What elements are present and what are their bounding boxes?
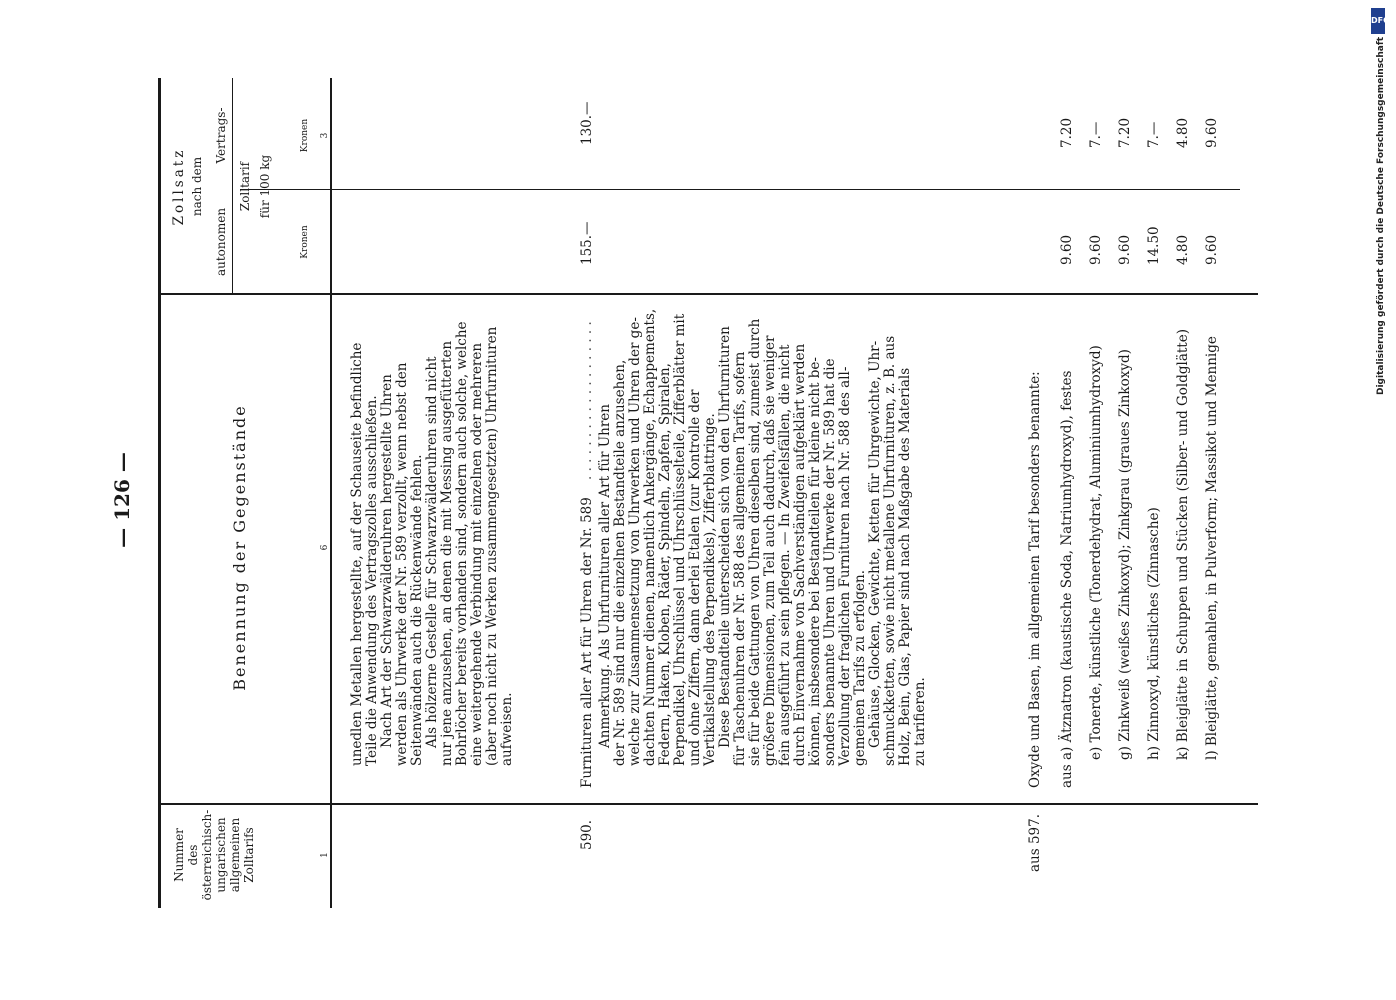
text-line: gemeinen Tarifs zu erfolgen. — [852, 569, 868, 766]
text-line: nur jene anzusehen, an denen die mit Messing ausgefütterten — [439, 340, 455, 766]
per-100kg-label: für 100 kg — [258, 154, 272, 219]
row-autonom: 9.60 — [1088, 234, 1104, 265]
text-line: der Nr. 589 sind nur die einzelnen Bestandteile anzusehen, — [612, 359, 628, 766]
row-vertrag: 7.— — [1088, 121, 1104, 148]
kronen-right: Kronen — [300, 118, 310, 153]
row-vertrag: 4.80 — [1175, 117, 1191, 148]
row-autonom: 9.60 — [1117, 234, 1133, 265]
digitization-text: Digitalisierung gefördert durch die Deutsche Forschungsgemeinschaft — [1376, 36, 1386, 395]
item-597-rows — [1060, 78, 1234, 788]
page-number: — 126 — — [110, 452, 134, 548]
item-597-number: aus 597. — [1027, 813, 1043, 872]
text-line: sie für beide Gattungen von Uhren dieselben sind, zumeist durch — [747, 318, 763, 766]
row-vertrag: 7.20 — [1059, 117, 1075, 148]
text-line: Diese Bestandteile unterscheiden sich von den Uhrfurnituren — [717, 326, 733, 748]
row-vertrag: 9.60 — [1204, 117, 1220, 148]
zollsatz-subrule — [232, 78, 233, 295]
text-line: eine weitergehende Verbindung mit einzelnen oder mehreren — [469, 342, 485, 766]
text-line: Gehäuse, Glocken, Gewichte, Ketten für Uhrgewichte, Uhr- — [867, 340, 883, 748]
text-line: sonders benannte Uhren und Uhrwerke der Nr. 589 hat die — [822, 358, 838, 766]
vertrags-label: Vertrags- — [214, 107, 228, 164]
text-line: (aber noch nicht zu Werken zusammengesetzten) Uhrfurnituren — [484, 326, 500, 766]
continued-paragraph — [350, 298, 515, 788]
dfg-logo: DFG — [1371, 8, 1385, 34]
text-line: für Taschenuhren der Nr. 588 des allgemeinen Tarifs, sofern — [732, 351, 748, 766]
table-row — [1176, 78, 1205, 788]
row-label: e) Tonerde, künstliche (Tonerdehydrat, Aluminiumhydroxyd) — [1088, 345, 1104, 760]
text-line: und ohne Ziffern, dann derlei Etalen (zur Kontrolle der — [687, 389, 703, 766]
row-autonom: 14.50 — [1146, 226, 1162, 265]
zollsatz-subtitle: nach dem — [190, 156, 204, 217]
table-row — [1118, 78, 1147, 788]
item-590-autonom: 155.— — [579, 221, 595, 265]
item-590-leader: . . . . . . . . . . . . . . . . . . . — [579, 321, 595, 480]
text-line: können, insbesondere bei Bestandteilen für kleine nicht be- — [807, 357, 823, 766]
row-label: k) Bleiglätte in Schuppen und Stücken (Silber- und Goldglätte) — [1175, 329, 1191, 760]
text-line: Federn, Haken, Kloben, Räder, Spindeln, Zapfen, Spiralen, — [657, 363, 673, 766]
row-autonom: 9.60 — [1059, 234, 1075, 265]
row-autonom: 4.80 — [1175, 234, 1191, 265]
text-line: aufweisen. — [499, 692, 515, 766]
table-top-rule — [158, 78, 161, 908]
autonomen-label: autonomen — [214, 207, 228, 277]
text-line: Bohrlöcher bereits vorhanden sind, sondern auch solche, welche — [454, 321, 470, 766]
text-line: zu tarifieren. — [912, 677, 928, 766]
col1-title-line: Zolltarifs — [242, 827, 256, 883]
col1-header — [172, 805, 256, 905]
row-vertrag: 7.— — [1146, 121, 1162, 148]
text-line: größere Dimensionen, zum Teil auch dadurch, daß sie weniger — [762, 335, 778, 766]
text-line: Holz, Bein, Glas, Papier sind nach Maßgabe des Materials — [897, 367, 913, 766]
text-line: Teile die Anwendung des Vertragszolles ausschließen. — [364, 395, 380, 766]
table-row — [1147, 78, 1176, 788]
table-row — [1205, 78, 1234, 788]
col3-number: 3 — [320, 132, 330, 139]
text-line: durch Einvernahme von Sachverständigen aufgeklärt werden — [792, 343, 808, 766]
row-label: g) Zinkweiß (weißes Zinkoxyd); Zinkgrau (graues Zinkoxyd) — [1117, 349, 1133, 760]
col6-title: Benennung der Gegenstände — [230, 404, 249, 691]
item-597-intro: Oxyde und Basen, im allgemeinen Tarif besonders benannte: — [1027, 371, 1043, 788]
table-row — [1060, 78, 1089, 788]
item-590-note — [598, 298, 928, 788]
col1-title-line: Nummer — [172, 828, 186, 882]
text-line: unedlen Metallen hergestellte, auf der Schauseite befindliche — [349, 342, 365, 766]
row-autonom: 9.60 — [1204, 234, 1220, 265]
col1-title-line: allgemeinen — [228, 817, 242, 893]
col1-number: 1 — [320, 852, 330, 858]
text-line: Seitenwänden auch die Rückenwände fehlen. — [409, 454, 425, 766]
text-line: dachten Nummer dienen, namentlich Ankergänge, Echappements, — [642, 308, 658, 766]
col1-title-line: ungarischen — [214, 817, 228, 893]
text-line: Vertikalstellung des Perpendikels), Zifferblattringe. — [702, 413, 718, 766]
table-row — [1089, 78, 1118, 788]
text-line: welche zur Zusammensetzung von Uhrwerken und Uhren der ge- — [627, 317, 643, 766]
digitization-notice — [1370, 0, 1396, 1000]
row-label: h) Zinnoxyd, künstliches (Zinnasche) — [1146, 507, 1162, 760]
text-line: werden als Uhrwerke der Nr. 589 verzollt, wenn nebst den — [394, 362, 410, 766]
item-590-vertrag: 130.— — [579, 101, 595, 145]
col6-number: 6 — [320, 544, 330, 551]
text-line: Verzollung der fraglichen Furnituren nach Nr. 588 des all- — [837, 366, 853, 766]
text-line: Perpendikel, Uhrschlüssel und Uhrschlüsselteile, Zifferblätter mit — [672, 313, 688, 766]
item-590-title: Furnituren aller Art für Uhren der Nr. 589 — [579, 497, 595, 788]
text-line: schmuckketten, sowie nicht metallene Uhrfurnituren, z. B. aus — [882, 335, 898, 766]
row-vertrag: 7.20 — [1117, 117, 1133, 148]
zollsatz-title: Zollsatz — [171, 147, 187, 226]
text-line: Als hölzerne Gestelle für Schwarzwälderuhren sind nicht — [424, 356, 440, 748]
col1-title-line: des — [186, 844, 200, 866]
text-line: fein ausgeführt zu sein pflegen. — In Zweifelsfällen, die nicht — [777, 344, 793, 766]
col1-title-line: österreichisch- — [200, 809, 214, 901]
row-label: l) Bleiglätte, gemahlen, in Pulverform; Massikot und Mennige — [1204, 336, 1220, 760]
zolltarif-label: Zolltarif — [238, 161, 252, 212]
row-prefix: aus — [1059, 764, 1075, 788]
row-label: a) Ätznatron (kaustische Soda, Natriumhydroxyd), festes — [1059, 370, 1075, 760]
item-590-number: 590. — [579, 819, 595, 850]
text-line: Anmerkung. Als Uhrfurnituren aller Art für Uhren — [597, 404, 613, 748]
text-line: Nach Art der Schwarzwälderuhren hergestellte Uhren — [379, 374, 395, 748]
kronen-left: Kronen — [300, 225, 310, 259]
